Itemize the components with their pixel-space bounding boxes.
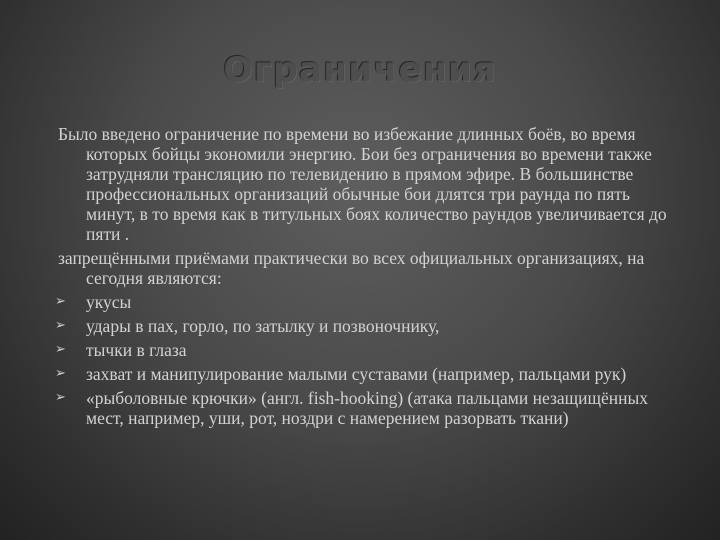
list-item-text: «рыболовные крючки» (англ. fish-hooking) (атака пальцами незащищённых мест, например, уши, рот, ноздри с намерением разорвать ткани) (86, 388, 648, 428)
arrow-bullet-icon: ➢ (55, 318, 66, 333)
list-item (54, 292, 674, 312)
list-item (54, 316, 674, 336)
list-item (54, 364, 674, 384)
paragraph-banned-intro: запрещёнными приёмами практически во всех официальных организациях, на сегодня являются: (58, 248, 645, 288)
list-item-text: тычки в глаза (86, 340, 187, 360)
slide-title: Ограничения (223, 50, 497, 90)
slide-body (54, 124, 674, 432)
arrow-bullet-icon: ➢ (55, 390, 66, 405)
list-item (54, 388, 674, 428)
banned-techniques-list (54, 292, 674, 428)
list-item-text: захват и манипулирование малыми суставами (например, пальцами рук) (86, 364, 627, 384)
arrow-bullet-icon: ➢ (55, 294, 66, 309)
list-item-text: укусы (86, 292, 132, 312)
arrow-bullet-icon: ➢ (55, 366, 66, 381)
arrow-bullet-icon: ➢ (55, 342, 66, 357)
list-item-text: удары в пах, горло, по затылку и позвоночнику, (86, 316, 440, 336)
paragraph-intro: Было введено ограничение по времени во избежание длинных боёв, во время которых бойцы экономили энергию. Бои без ограничения во времени также затрудняли трансляцию по телевидению в прямом эфире. В большинстве профессиональных организаций обычные бои длятся три раунда по пять минут, в то время как в титульных боях количество раундов увеличивается до пяти . (58, 124, 667, 244)
list-item (54, 340, 674, 360)
